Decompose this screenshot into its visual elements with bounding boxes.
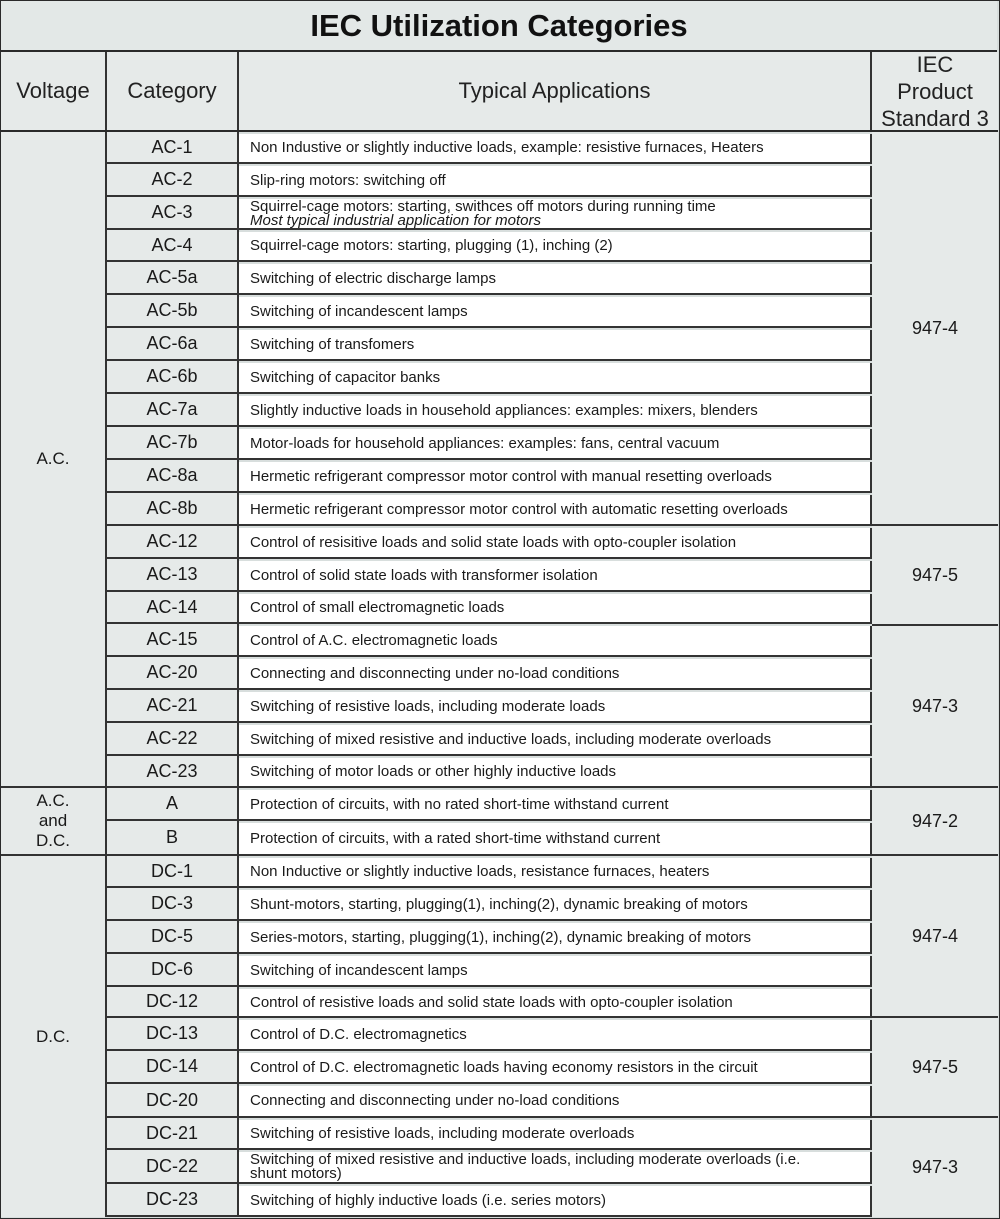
table-row xyxy=(107,1118,872,1150)
application-text: Connecting and disconnecting under no-load conditions xyxy=(250,664,620,682)
table-row xyxy=(107,856,872,888)
category-code: AC-15 xyxy=(107,624,239,657)
category-code: DC-23 xyxy=(107,1184,239,1217)
application-text: Non Inductive or slightly inductive loads, resistance furnaces, heaters xyxy=(250,863,710,880)
application-cell xyxy=(239,330,872,361)
table-row xyxy=(107,1184,872,1217)
table-row xyxy=(107,197,872,230)
application-text: Connecting and disconnecting under no-load conditions xyxy=(250,1092,620,1109)
application-cell xyxy=(239,561,872,592)
standard-value: 947-5 xyxy=(911,564,959,585)
application-text: Control of D.C. electromagnetic loads having economy resistors in the circuit xyxy=(250,1058,758,1076)
table-row xyxy=(107,328,872,361)
application-note: shunt motors) xyxy=(250,1165,342,1182)
application-cell xyxy=(239,264,872,295)
application-cell xyxy=(239,1186,872,1217)
standard-header-line: Standard 3 xyxy=(881,105,989,131)
application-text: Squirrel-cage motors: starting, swithces off motors during running time xyxy=(250,197,716,215)
table-row xyxy=(107,262,872,295)
voltage-label: D.C. xyxy=(36,831,70,850)
column-header-standard xyxy=(872,52,998,130)
application-text: Motor-loads for household appliances: examples: fans, central vacuum xyxy=(250,434,720,452)
application-text: Hermetic refrigerant compressor motor control with manual resetting overloads xyxy=(250,467,772,485)
standard-value: 947-2 xyxy=(911,810,959,831)
category-code: AC-21 xyxy=(107,690,239,723)
application-text: Switching of resistive loads, including moderate overloads xyxy=(250,1125,635,1142)
application-cell xyxy=(239,1053,872,1084)
voltage-label: A.C. xyxy=(36,449,70,468)
category-code: AC-1 xyxy=(107,132,239,164)
application-cell xyxy=(239,1086,872,1118)
category-code: DC-12 xyxy=(107,987,239,1018)
standard-cell xyxy=(872,626,998,786)
table-row xyxy=(107,723,872,756)
application-cell xyxy=(239,1152,872,1184)
standard-value: 947-3 xyxy=(911,1157,959,1177)
application-text: Control of D.C. electromagnetics xyxy=(250,1025,467,1043)
application-text: Switching of electric discharge lamps xyxy=(250,269,496,287)
application-cell xyxy=(239,528,872,559)
table-row xyxy=(107,164,872,197)
category-code: AC-7a xyxy=(107,394,239,427)
category-code: DC-5 xyxy=(107,921,239,954)
table-row xyxy=(107,1018,872,1051)
category-code: AC-12 xyxy=(107,526,239,559)
standard-cell xyxy=(872,856,998,1016)
application-text: Switching of incandescent lamps xyxy=(250,302,468,320)
category-code: AC-8a xyxy=(107,460,239,493)
application-cell xyxy=(239,199,872,230)
category-code: B xyxy=(107,821,239,856)
application-cell xyxy=(239,923,872,954)
application-cell xyxy=(239,232,872,262)
application-cell xyxy=(239,858,872,888)
category-code: AC-7b xyxy=(107,427,239,460)
page-title: IEC Utilization Categories xyxy=(1,1,997,52)
table-row xyxy=(107,559,872,592)
application-cell xyxy=(239,890,872,921)
application-text: Control of small electromagnetic loads xyxy=(250,599,505,616)
table-row xyxy=(107,592,872,624)
application-text: Switching of incandescent lamps xyxy=(250,961,468,979)
category-code: AC-14 xyxy=(107,592,239,624)
table-row xyxy=(107,427,872,460)
category-code: AC-23 xyxy=(107,756,239,788)
column-header-applications: Typical Applications xyxy=(239,52,872,130)
table-row xyxy=(107,987,872,1018)
category-code: AC-5a xyxy=(107,262,239,295)
table-row xyxy=(107,460,872,493)
application-cell xyxy=(239,692,872,723)
application-text: Shunt-motors, starting, plugging(1), inching(2), dynamic breaking of motors xyxy=(250,895,748,913)
standard-header-line: Product xyxy=(897,78,973,104)
category-code: AC-6b xyxy=(107,361,239,394)
standard-value: 947-5 xyxy=(911,1056,959,1077)
application-cell xyxy=(239,1120,872,1150)
application-text: Squirrel-cage motors: starting, plugging (1), inching (2) xyxy=(250,237,613,254)
category-code: AC-20 xyxy=(107,657,239,690)
category-code: AC-3 xyxy=(107,197,239,230)
table-row xyxy=(107,821,872,856)
application-text: Control of resisitive loads and solid state loads with opto-coupler isolation xyxy=(250,533,737,551)
application-cell xyxy=(239,462,872,493)
category-code: AC-4 xyxy=(107,230,239,262)
application-text: Protection of circuits, with no rated short-time withstand current xyxy=(250,795,669,813)
application-text: Non Industive or slightly inductive loads, example: resistive furnaces, Heaters xyxy=(250,139,764,156)
table-row xyxy=(107,361,872,394)
application-cell xyxy=(239,725,872,756)
table-row xyxy=(107,1150,872,1184)
voltage-group-ac xyxy=(1,132,107,786)
application-note: Most typical industrial application for motors xyxy=(250,211,541,229)
voltage-label: and xyxy=(38,811,68,830)
voltage-label: D.C. xyxy=(36,1026,70,1046)
table-row xyxy=(107,132,872,164)
table-row xyxy=(107,954,872,987)
category-code: DC-20 xyxy=(107,1084,239,1118)
category-code: DC-6 xyxy=(107,954,239,987)
application-cell xyxy=(239,659,872,690)
standard-value: 947-4 xyxy=(911,317,959,338)
voltage-group-dc xyxy=(1,856,107,1217)
table-row xyxy=(107,624,872,657)
column-header-category: Category xyxy=(107,52,239,130)
category-code: DC-1 xyxy=(107,856,239,888)
application-text: Switching of transfomers xyxy=(250,335,415,353)
application-text: Control of A.C. electromagnetic loads xyxy=(250,631,498,649)
application-cell xyxy=(239,134,872,164)
table-row xyxy=(107,756,872,788)
standard-header-line: IEC xyxy=(916,51,954,77)
application-cell xyxy=(239,790,872,821)
table-row xyxy=(107,493,872,526)
category-code: AC-13 xyxy=(107,559,239,592)
table-row xyxy=(107,690,872,723)
application-cell xyxy=(239,363,872,394)
application-text: Slip-ring motors: switching off xyxy=(250,171,446,189)
category-code: AC-2 xyxy=(107,164,239,197)
application-text: Control of solid state loads with transformer isolation xyxy=(250,566,598,584)
standard-cell xyxy=(872,526,998,624)
standard-value: 947-4 xyxy=(911,925,959,946)
application-cell xyxy=(239,956,872,987)
standard-cell xyxy=(872,132,998,524)
table-row xyxy=(107,657,872,690)
table-row xyxy=(107,788,872,821)
voltage-label: A.C. xyxy=(36,791,70,810)
application-text: Switching of highly inductive loads (i.e. series motors) xyxy=(250,1191,606,1209)
column-header-voltage: Voltage xyxy=(1,52,107,130)
category-code: AC-6a xyxy=(107,328,239,361)
application-cell xyxy=(239,429,872,460)
table-row xyxy=(107,394,872,427)
category-code: DC-3 xyxy=(107,888,239,921)
application-cell xyxy=(239,594,872,624)
application-cell xyxy=(239,297,872,328)
standard-cell xyxy=(872,788,998,854)
category-code: AC-22 xyxy=(107,723,239,756)
standard-cell xyxy=(872,1118,998,1217)
category-rows xyxy=(107,132,872,1217)
application-cell xyxy=(239,166,872,197)
application-text: Series-motors, starting, plugging(1), inching(2), dynamic breaking of motors xyxy=(250,928,752,946)
application-cell xyxy=(239,823,872,856)
table-row xyxy=(107,1051,872,1084)
voltage-group-acdc xyxy=(1,788,107,854)
application-cell xyxy=(239,758,872,788)
application-text: Protection of circuits, with a rated short-time withstand current xyxy=(250,829,661,847)
application-text: Switching of resistive loads, including moderate loads xyxy=(250,697,606,715)
standard-cell xyxy=(872,1018,998,1116)
application-cell xyxy=(239,495,872,526)
application-cell xyxy=(239,396,872,427)
application-text: Hermetic refrigerant compressor motor control with automatic resetting overloads xyxy=(250,500,788,518)
application-text: Switching of mixed resistive and inductive loads, including moderate overloads xyxy=(250,730,772,748)
category-code: DC-22 xyxy=(107,1150,239,1184)
category-code: DC-13 xyxy=(107,1018,239,1051)
application-cell xyxy=(239,1020,872,1051)
table-row xyxy=(107,295,872,328)
table-row xyxy=(107,526,872,559)
application-text: Switching of mixed resistive and inductive loads, including moderate overloads (i.e. xyxy=(250,1151,801,1168)
application-text: Control of resistive loads and solid state loads with opto-coupler isolation xyxy=(250,993,733,1011)
table-row xyxy=(107,888,872,921)
application-text: Switching of motor loads or other highly inductive loads xyxy=(250,763,617,780)
category-code: DC-14 xyxy=(107,1051,239,1084)
category-code: DC-21 xyxy=(107,1118,239,1150)
application-cell xyxy=(239,626,872,657)
standard-value: 947-3 xyxy=(911,695,959,716)
table-row xyxy=(107,921,872,954)
application-text: Switching of capacitor banks xyxy=(250,368,441,386)
application-text: Slightly inductive loads in household appliances: examples: mixers, blenders xyxy=(250,401,758,419)
application-cell xyxy=(239,989,872,1018)
table-row xyxy=(107,1084,872,1118)
category-code: A xyxy=(107,788,239,821)
category-code: AC-5b xyxy=(107,295,239,328)
table-row xyxy=(107,230,872,262)
category-code: AC-8b xyxy=(107,493,239,526)
